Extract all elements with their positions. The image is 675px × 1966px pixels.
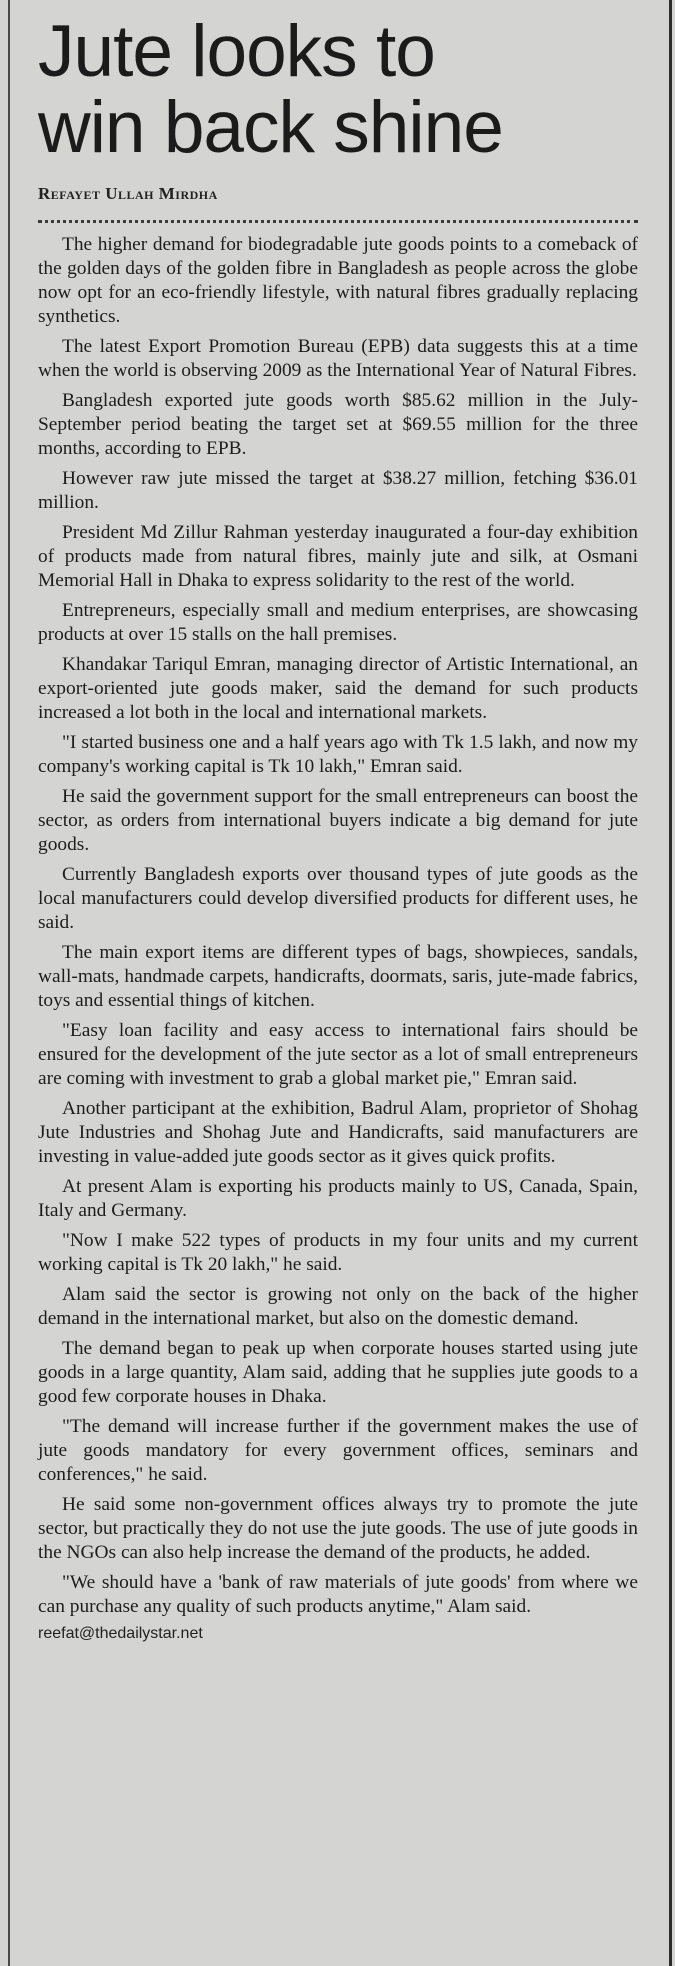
author-email: reefat@thedailystar.net: [38, 1625, 203, 1642]
article: [38, 0, 638, 1643]
headline-line-1: Jute looks to: [38, 11, 435, 92]
article-paragraph: The main export items are different types of bags, showpieces, sandals, wall-mats, handmade carpets, handicrafts, doormats, saris, jute-made fabrics, toys and essential things of kitchen.: [38, 942, 638, 1011]
article-paragraph: "Now I make 522 types of products in my four units and my current working capital is Tk 20 lakh," he said.: [38, 1230, 638, 1275]
article-paragraph: Alam said the sector is growing not only on the back of the higher demand in the international market, but also on the domestic demand.: [38, 1284, 638, 1329]
column-rule-right: [669, 0, 672, 1966]
article-paragraph: Currently Bangladesh exports over thousand types of jute goods as the local manufacturers could develop diversified products for different uses, he said.: [38, 864, 638, 933]
dotted-divider: [38, 220, 638, 227]
article-paragraph: "Easy loan facility and easy access to international fairs should be ensured for the development of the jute sector as a lot of small entrepreneurs are coming with investment to grab a global market pie," Emran said.: [38, 1020, 638, 1089]
article-paragraph: He said some non-government offices always try to promote the jute sector, but practically they do not use the jute goods. The use of jute goods in the NGOs can also help increase the demand of the products, he added.: [38, 1494, 638, 1563]
byline: Refayet Ullah Mirdha: [38, 184, 218, 203]
article-paragraph: Khandakar Tariqul Emran, managing director of Artistic International, an export-oriented jute goods maker, said the demand for such products increased a lot both in the local and international markets.: [38, 654, 638, 723]
article-paragraph: However raw jute missed the target at $38.27 million, fetching $36.01 million.: [38, 468, 638, 513]
article-paragraph: Another participant at the exhibition, Badrul Alam, proprietor of Shohag Jute Industries and Shohag Jute and Handicrafts, said manufacturers are investing in value-added jute goods sector as it gives quick profits.: [38, 1098, 638, 1167]
article-paragraph: The demand began to peak up when corporate houses started using jute goods in a large quantity, Alam said, adding that he supplies jute goods to a good few corporate houses in Dhaka.: [38, 1338, 638, 1407]
article-paragraph: "I started business one and a half years ago with Tk 1.5 lakh, and now my company's working capital is Tk 10 lakh," Emran said.: [38, 732, 638, 777]
article-paragraph: President Md Zillur Rahman yesterday inaugurated a four-day exhibition of products made from natural fibres, mainly jute and silk, at Osmani Memorial Hall in Dhaka to express solidarity to the rest of the world.: [38, 522, 638, 591]
article-paragraph: Bangladesh exported jute goods worth $85.62 million in the July-September period beating the target set at $69.55 million for the three months, according to EPB.: [38, 390, 638, 459]
article-paragraph: At present Alam is exporting his products mainly to US, Canada, Spain, Italy and Germany.: [38, 1176, 638, 1221]
article-paragraph: Entrepreneurs, especially small and medium enterprises, are showcasing products at over 15 stalls on the hall premises.: [38, 600, 638, 645]
article-paragraph: "The demand will increase further if the government makes the use of jute goods mandatory for every government offices, seminars and conferences," he said.: [38, 1416, 638, 1485]
article-paragraph: The higher demand for biodegradable jute goods points to a comeback of the golden days of the golden fibre in Bangladesh as people across the globe now opt for an eco-friendly lifestyle, with natural fibres gradually replacing synthetics.: [38, 234, 638, 327]
column-rule-left: [8, 0, 10, 1966]
article-paragraph: He said the government support for the small entrepreneurs can boost the sector, as orders from international buyers indicate a big demand for jute goods.: [38, 786, 638, 855]
article-body: [38, 233, 638, 1619]
article-paragraph: "We should have a 'bank of raw materials of jute goods' from where we can purchase any quality of such products anytime," Alam said.: [38, 1572, 638, 1617]
headline-line-2: win back shine: [38, 87, 503, 168]
headline: [38, 11, 638, 168]
article-paragraph: The latest Export Promotion Bureau (EPB) data suggests this at a time when the world is observing 2009 as the International Year of Natural Fibres.: [38, 336, 638, 381]
